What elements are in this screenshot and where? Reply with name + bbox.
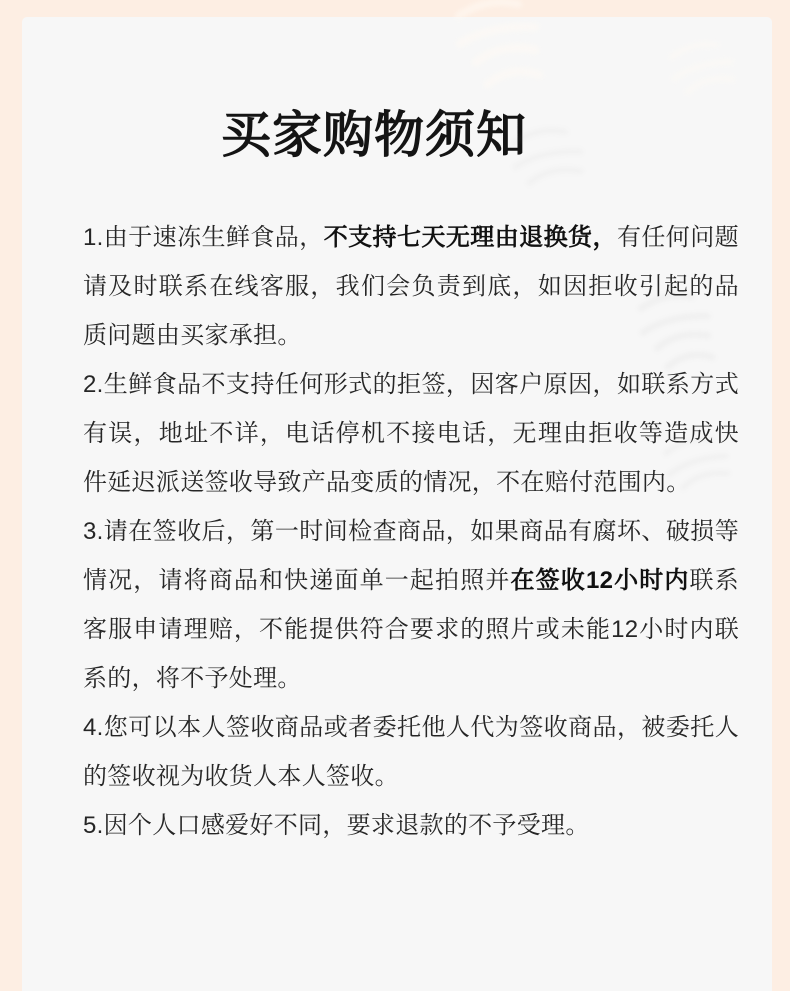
notice-segment-bold: 不支持七天无理由退换货， <box>323 224 617 251</box>
notice-list <box>83 213 739 850</box>
notice-segment: 4.您可以本人签收商品或者委托他人代为签收商品，被委托人的签收视为收货人本人签收。 <box>83 714 739 790</box>
notice-paragraph <box>83 360 739 507</box>
notice-paragraph <box>83 507 739 703</box>
notice-card <box>22 17 772 991</box>
notice-segment: 2.生鲜食品不支持任何形式的拒签，因客户原因，如联系方式有误，地址不详，电话停机不接电话，无理由拒收等造成快件延迟派送签收导致产品变质的情况，不在赔付范围内。 <box>83 371 739 496</box>
notice-segment: 5.因个人口感爱好不同，要求退款的不予受理。 <box>83 812 590 839</box>
notice-segment: 3.请在签收后，第一时间检查商品，如果商品有腐坏、破损等情况，请将商品和快递面单一起拍照并 <box>83 518 739 594</box>
notice-paragraph <box>83 801 739 850</box>
notice-segment-bold: 在签收12小时内 <box>510 567 690 594</box>
notice-segment: 1.由于速冻生鲜食品， <box>83 224 324 251</box>
notice-paragraph <box>83 213 739 360</box>
notice-segment: 联系客服申请理赔，不能提供符合要求的照片或未能12小时内联系的，将不予处理。 <box>83 567 739 692</box>
notice-segment: 有任何问题请及时联系在线客服，我们会负责到底，如因拒收引起的品质问题由买家承担。 <box>83 224 739 349</box>
notice-paragraph <box>83 703 739 801</box>
page-title: 买家购物须知 <box>221 107 527 163</box>
